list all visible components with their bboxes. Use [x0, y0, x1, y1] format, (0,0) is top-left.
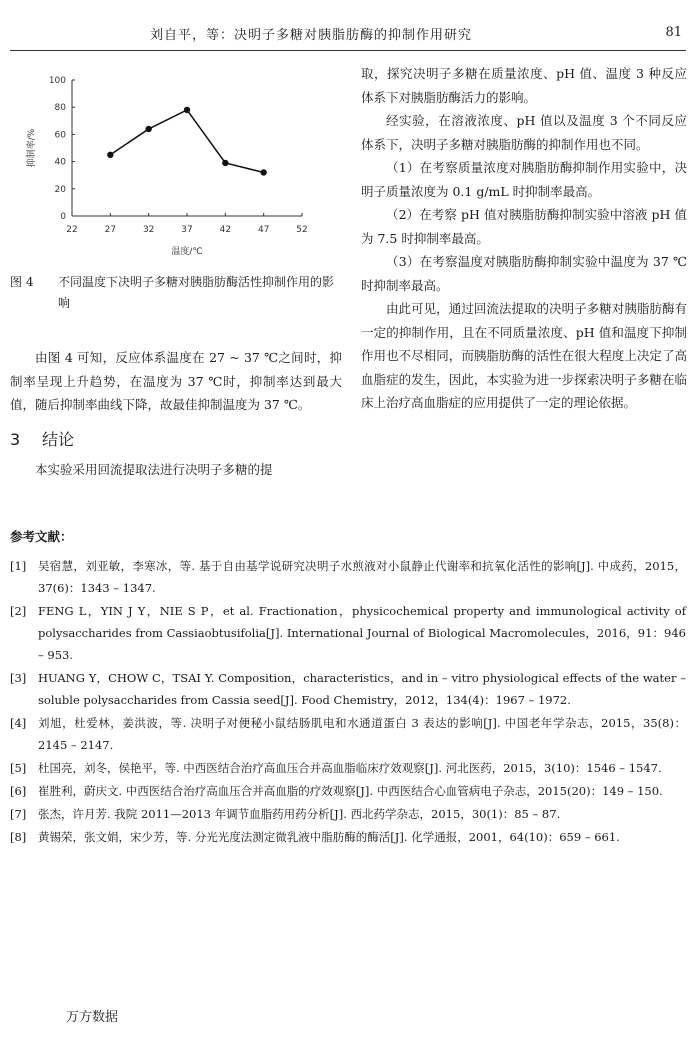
- references-section: [10, 527, 686, 849]
- data-point: [260, 169, 266, 175]
- reference-item: [10, 712, 686, 756]
- reference-text: 刘旭，杜爱林，姜洪波，等. 决明子对便秘小鼠结肠肌电和水通道蛋白 3 表达的影响[J]. 中国老年学杂志，2015，35(8)：2145 – 2147.: [38, 716, 686, 752]
- x-axis-label: 温度/℃: [171, 247, 203, 257]
- footer-watermark: 万方数据: [66, 1010, 119, 1025]
- reference-label: [6]: [10, 784, 27, 798]
- y-tick-label: 80: [54, 103, 66, 114]
- reference-text: FENG L，YIN J Y，NIE S P，et al. Fractionation，physicochemical property and immunological activity of polysaccharides from Cassiaobtusifolia[J]. International Journal of Biological Macromolecules，2016，91：946 – 953.: [38, 604, 686, 662]
- section-number: 3: [10, 429, 21, 449]
- reference-label: [8]: [10, 830, 27, 844]
- figure-caption-text: 不同温度下决明子多糖对胰脂肪酶活性抑制作用的影响: [58, 275, 335, 310]
- page-number: 81: [665, 25, 682, 40]
- reference-text: HUANG Y，CHOW C，TSAI Y. Composition，characteristics，and in – vitro physiological effects of the water – soluble polysaccharides from Cassia seed[J]. Food Chemistry，2012，134(4)：1967 – 1972.: [38, 671, 686, 707]
- paragraph: 取，探究决明子多糖在质量浓度、pH 值、温度 3 种反应体系下对胰脂肪酶活力的影响。: [361, 66, 687, 105]
- paragraph: 经实验，在溶液浓度、pH 值以及温度 3 个不同反应体系下，决明子多糖对胰脂肪酶的抑制作用也不同。: [361, 113, 687, 152]
- reference-text: 崔胜利，蔚庆文. 中西医结合治疗高血压合并高血脂的疗效观察[J]. 中西医结合心血管病电子杂志，2015(20)：149 – 150.: [38, 784, 663, 798]
- x-tick-label: 32: [142, 225, 155, 235]
- reference-label: [5]: [10, 761, 27, 775]
- y-tick-label: 100: [48, 76, 66, 86]
- y-tick-label: 40: [54, 157, 66, 168]
- data-point: [222, 160, 228, 166]
- reference-text: 吴宿慧，刘亚敏，李寒冰，等. 基于自由基学说研究决明子水煎液对小鼠静止代谢率和抗氧化活性的影响[J]. 中成药，2015，37(6)：1343 – 1347.: [38, 559, 686, 595]
- x-tick-label: 22: [66, 225, 78, 235]
- running-title: 刘自平，等：决明子多糖对胰脂肪酶的抑制作用研究: [150, 28, 473, 43]
- paragraph: （1）在考察质量浓度对胰脂肪酶抑制作用实验中，决明子质量浓度为 0.1 g/mL 时抑制率最高。: [361, 160, 687, 199]
- figure-label: 图 4: [10, 275, 34, 289]
- reference-item: [10, 803, 686, 825]
- x-tick-label: 27: [104, 225, 117, 235]
- figure-caption: [10, 272, 342, 314]
- y-axis-label: 抑制率/%: [27, 128, 37, 168]
- section-title: 结论: [42, 429, 75, 449]
- reference-item: [10, 667, 686, 711]
- paragraph: 由此可见，通过回流法提取的决明子多糖对胰脂肪酶有一定的抑制作用，且在不同质量浓度、pH 值和温度下抑制作用也不尽相同，而胰脂肪酶的活性在很大程度上决定了高血脂症的发生，因此，本实验为进一步探索决明子多糖在临床上治疗高血脂症的应用提供了一定的理论依据。: [361, 301, 687, 410]
- y-tick-label: 0: [60, 212, 66, 222]
- left-column: [10, 64, 342, 481]
- reference-label: [4]: [10, 716, 27, 730]
- x-tick-label: 42: [219, 225, 232, 235]
- temperature-inhibition-chart: [10, 64, 342, 264]
- reference-label: [3]: [10, 671, 27, 685]
- x-tick-label: 52: [296, 225, 308, 235]
- reference-item: [10, 826, 686, 848]
- data-point: [145, 126, 151, 132]
- reference-item: [10, 757, 686, 779]
- y-tick-label: 20: [54, 184, 66, 195]
- data-point: [107, 152, 113, 158]
- reference-item: [10, 600, 686, 666]
- reference-item: [10, 780, 686, 802]
- figure-4-chart-container: [10, 64, 342, 264]
- reference-label: [2]: [10, 604, 27, 618]
- running-header: [10, 24, 686, 51]
- x-tick-label: 47: [257, 225, 270, 235]
- reference-label: [1]: [10, 559, 27, 573]
- paragraph: 本实验采用回流提取法进行决明子多糖的提: [35, 461, 273, 477]
- data-point: [184, 107, 190, 113]
- paragraph: 由图 4 可知，反应体系温度在 27 ~ 37 ℃之间时，抑制率呈现上升趋势，在温度为 37 ℃时，抑制率达到最大值，随后抑制率曲线下降，故最佳抑制温度为 37 ℃。: [10, 350, 342, 412]
- right-column: [361, 62, 687, 415]
- references-title: 参考文献：: [10, 529, 73, 544]
- reference-item: [10, 555, 686, 599]
- paragraph: （3）在考察温度对胰脂肪酶抑制实验中温度为 37 ℃时抑制率最高。: [361, 254, 687, 293]
- x-tick-label: 37: [181, 225, 193, 235]
- reference-text: 张杰，许月芳. 我院 2011—2013 年调节血脂药用药分析[J]. 西北药学杂志，2015，30(1)：85 – 87.: [38, 807, 561, 821]
- reference-label: [7]: [10, 807, 27, 821]
- y-tick-label: 60: [54, 130, 66, 141]
- reference-text: 黄锡荣，张文娟，宋少芳，等. 分光光度法测定微乳液中脂肪酶的酶活[J]. 化学通报，2001，64(10)：659 – 661.: [38, 830, 620, 844]
- reference-text: 杜国亮，刘冬，侯艳平，等. 中西医结合治疗高血压合并高血脂临床疗效观察[J]. 河北医药，2015，3(10)：1546 – 1547.: [38, 761, 662, 775]
- section-heading: [10, 427, 342, 450]
- paragraph: （2）在考察 pH 值对胰脂肪酶抑制实验中溶液 pH 值为 7.5 时抑制率最高。: [361, 207, 687, 246]
